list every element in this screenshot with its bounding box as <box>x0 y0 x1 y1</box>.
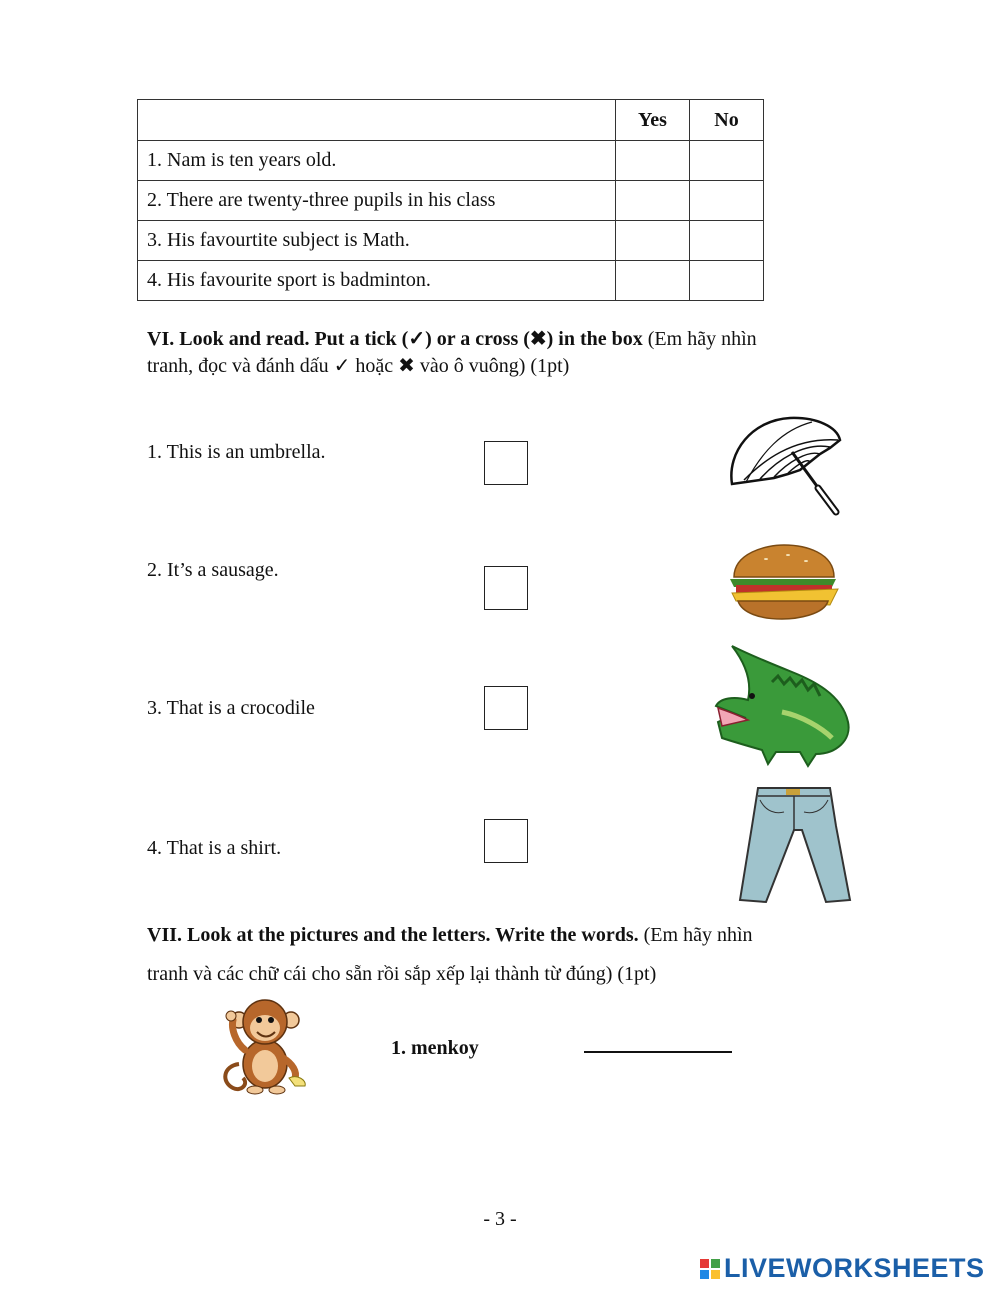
section-7-heading <box>147 916 847 994</box>
section-7-instructions: tranh và các chữ cái cho sẵn rồi sắp xếp lại thành từ đúng) (1pt) <box>147 963 657 985</box>
statement-cell: 1. Nam is ten years old. <box>138 141 616 181</box>
scrambled-word-1: 1. menkoy <box>391 1037 479 1059</box>
no-cell[interactable] <box>690 261 764 301</box>
yes-cell[interactable] <box>616 141 690 181</box>
brand-name: LIVEWORKSHEETS <box>724 1253 985 1283</box>
answer-box-3[interactable] <box>484 686 528 730</box>
statement-cell: 4. His favourite sport is badminton. <box>138 261 616 301</box>
jeans-image <box>736 786 852 904</box>
no-cell[interactable] <box>690 221 764 261</box>
table-row <box>138 181 764 221</box>
section-7-title: VII. Look at the pictures and the letters. Write the words. <box>147 924 639 946</box>
no-cell[interactable] <box>690 141 764 181</box>
liveworksheets-logo <box>700 1253 985 1284</box>
monkey-image <box>219 994 311 1096</box>
table-header-yes: Yes <box>616 100 690 141</box>
section-6-instructions: tranh, đọc và đánh dấu ✓ hoặc ✖ vào ô vuông) (1pt) <box>147 355 570 377</box>
crocodile-image <box>712 642 860 772</box>
answer-box-4[interactable] <box>484 819 528 863</box>
answer-box-1[interactable] <box>484 441 528 485</box>
statement-cell: 3. His favourtite subject is Math. <box>138 221 616 261</box>
table-header-row <box>138 100 764 141</box>
section-6-title-note: (Em hãy nhìn <box>642 328 757 350</box>
yes-cell[interactable] <box>616 181 690 221</box>
table-row <box>138 141 764 181</box>
section-6-title: VI. Look and read. Put a tick (✓) or a cross (✖) in the box <box>147 328 643 350</box>
table-row <box>138 221 764 261</box>
table-header-statement <box>138 100 616 141</box>
logo-blocks-icon <box>700 1259 720 1279</box>
no-cell[interactable] <box>690 181 764 221</box>
table-header-no: No <box>690 100 764 141</box>
umbrella-image <box>722 412 847 518</box>
section-6-heading <box>147 326 847 380</box>
item-2-text: 2. It’s a sausage. <box>147 559 279 581</box>
table-row <box>138 261 764 301</box>
answer-line-1[interactable] <box>584 1050 732 1053</box>
yes-cell[interactable] <box>616 261 690 301</box>
section-7-title-note: (Em hãy nhìn <box>638 924 753 946</box>
statement-cell: 2. There are twenty-three pupils in his class <box>138 181 616 221</box>
hamburger-image <box>726 543 842 621</box>
yes-no-table <box>137 99 764 301</box>
yes-cell[interactable] <box>616 221 690 261</box>
item-3-text: 3. That is a crocodile <box>147 697 315 719</box>
answer-box-2[interactable] <box>484 566 528 610</box>
item-4-text: 4. That is a shirt. <box>147 837 282 859</box>
item-1-text: 1. This is an umbrella. <box>147 441 326 463</box>
page-number: - 3 - <box>483 1208 517 1230</box>
